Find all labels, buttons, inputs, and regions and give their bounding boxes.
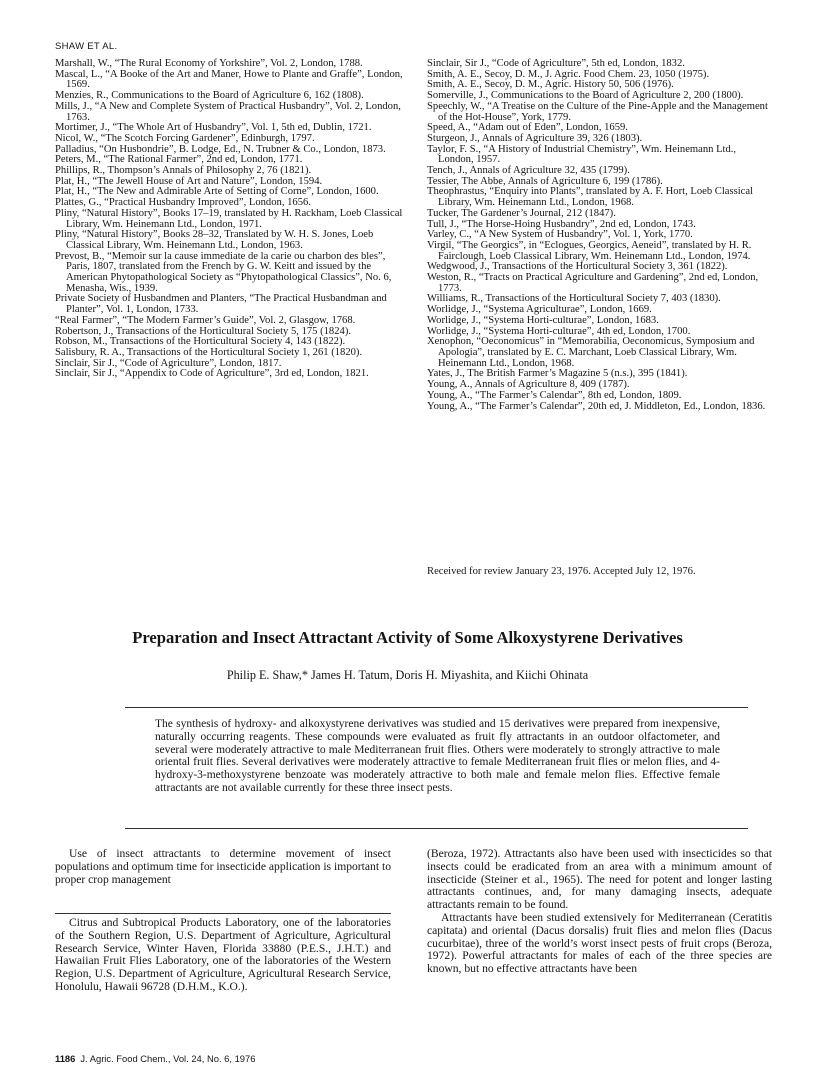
body-paragraph: Use of insect attractants to determine movement of insect populations and optimum time for insecticide application is important to proper crop management (55, 847, 391, 886)
affiliation-footnote (55, 917, 391, 994)
reference-entry: Robson, M., Transactions of the Horticultural Society 4, 143 (1822). (55, 336, 346, 348)
reference-entry: Young, A., “The Farmer’s Calendar”, 8th ed, London, 1809. (427, 389, 682, 401)
reference-entry: “Real Farmer”, “The Modern Farmer’s Guide”, Vol. 2, Glasgow, 1768. (55, 314, 356, 326)
page-footer (55, 1053, 255, 1064)
reference-entry: Peters, M., “The Rational Farmer”, 2nd ed, London, 1771. (55, 154, 303, 166)
abstract-bottom-rule (125, 828, 748, 829)
page-number: 1186 (55, 1053, 76, 1064)
footnote-text: Citrus and Subtropical Products Laboratory, one of the laboratories of the Southern Region, U.S. Department of Agriculture, Agricultural Research Service, Winter Haven, Florida 33880 (P.E.S., J.H.T.) and Hawaiian Fruit Flies Laboratory, one of the laboratories of the Western Region, U.S. Department of Agriculture, Agricultural Research Service, Honolulu, Hawaii 96728 (D.H.M., K.O.). (55, 916, 391, 993)
reference-entry: Pliny, “Natural History”, Books 28–32, Translated by W. H. S. Jones, Loeb Classical Library, Wm. Heinemann Ltd., London, 1963. (55, 229, 374, 251)
reference-entry: Xenophon, “Oeconomicus” in “Memorabilia, Oeconomicus, Symposium and Apologia”, translated by E. C. Marchant, Loeb Classical Library, Wm. Heinemann Ltd., London, 1968. (427, 336, 755, 369)
body-paragraph: (Beroza, 1972). Attractants also have been used with insecticides so that insects could be eradicated from an area with a minimum amount of insecticide (Steiner et al., 1965). The need for potent and longer lasting attractants continues, and, for many damaging insects, adequate attractants remain to be found. (427, 847, 772, 912)
reference-entry: Palladius, “On Husbondrie”, B. Lodge, Ed., N. Trubner & Co., London, 1873. (55, 143, 386, 155)
article-title: Preparation and Insect Attractant Activity of Some Alkoxystyrene Derivatives (132, 628, 683, 647)
reference-entry: Nicol, W., “The Scotch Forcing Gardener”, Edinburgh, 1797. (55, 132, 315, 144)
abstract-top-rule (125, 707, 748, 708)
reference-entry: Somerville, J., Communications to the Board of Agriculture 2, 200 (1800). (427, 90, 744, 102)
reference-entry: Tench, J., Annals of Agriculture 32, 435 (1799). (427, 165, 630, 177)
reference-entry: Tessier, The Abbe, Annals of Agriculture 6, 199 (1786). (427, 175, 663, 187)
reference-entry: Speed, A., “Adam out of Eden”, London, 1659. (427, 122, 628, 134)
reference-entry: Private Society of Husbandmen and Planters, “The Practical Husbandman and Planter”, Vol. 1, London, 1733. (55, 293, 387, 316)
reference-entry: Worlidge, J., “Systema Agriculturae”, London, 1669. (427, 304, 652, 316)
reference-entry: Prevost, B., “Memoir sur la cause immediate de la carie ou charbon des bles”, Paris, 1807, translated from the French by G. W. Keitt and issued by the American Phytopathological Society as “Phytopathological Classics”, No. 6, Menasha, Wis., 1939. (55, 250, 392, 294)
reference-entry: Young, A., Annals of Agriculture 8, 409 (1787). (427, 379, 630, 391)
reference-entry: Sinclair, Sir J., “Code of Agriculture”, London, 1817. (55, 357, 282, 369)
reference-entry: Yates, J., The British Farmer’s Magazine 5 (n.s.), 395 (1841). (427, 368, 688, 380)
reference-entry: Mills, J., “A New and Complete System of Practical Husbandry”, Vol. 2, London, 1763. (55, 100, 401, 123)
reference-entry: Phillips, R., Thompson’s Annals of Philosophy 2, 76 (1821). (55, 165, 312, 177)
reference-entry: Sinclair, Sir J., “Appendix to Code of Agriculture”, 3rd ed, London, 1821. (55, 368, 369, 380)
received-note: Received for review January 23, 1976. Accepted July 12, 1976. (427, 566, 696, 577)
reference-entry: Plat, H., “The New and Admirable Arte of Setting of Corne”, London, 1600. (55, 186, 379, 198)
reference-entry: Mascal, L., “A Booke of the Art and Maner, Howe to Plante and Graffe”, London, 1569. (55, 68, 403, 91)
reference-entry: Weston, R., “Tracts on Practical Agriculture and Gardening”, 2nd ed, London, 1773. (427, 272, 759, 294)
reference-entry: Mortimer, J., “The Whole Art of Husbandry”, Vol. 1, 5th ed, Dublin, 1721. (55, 122, 372, 134)
reference-entry: Robertson, J., Transactions of the Horticultural Society 5, 175 (1824). (55, 325, 352, 337)
running-head: SHAW ET AL. (55, 41, 118, 52)
footnote-rule (55, 913, 391, 914)
reference-entry: Young, A., “The Farmer’s Calendar”, 20th ed, J. Middleton, Ed., London, 1836. (427, 400, 766, 412)
reference-entry: Plattes, G., “Practical Husbandry Improved”, London, 1656. (55, 197, 311, 209)
reference-entry: Wedgwood, J., Transactions of the Horticultural Society 3, 361 (1822). (427, 261, 728, 273)
references-left-column (55, 59, 405, 380)
reference-entry: Theophrastus, “Enquiry into Plants”, translated by A. F. Hort, Loeb Classical Library, Wm. Heinemann Ltd., London, 1968. (427, 186, 754, 209)
reference-entry: Smith, A. E., Secoy, D. M., Agric. History 50, 506 (1976). (427, 79, 674, 91)
journal-citation: J. Agric. Food Chem., Vol. 24, No. 6, 1976 (80, 1053, 256, 1064)
abstract: The synthesis of hydroxy- and alkoxystyrene derivatives was studied and 15 derivatives were prepared from inexpensive, naturally occurring reagents. These compounds were evaluated as fruit fly attractants in an outdoor olfactometer, and several were moderately attractive to male Mediterranean fruit flies. Others were moderately to strongly attractive to male oriental fruit flies. Several derivatives were moderately attractive to female Mediterranean fruit flies or melon flies, and 4-hydroxy-3-methoxystyrene benzoate was moderately attractive to both male and female melon flies. Effective female attractants are not available currently for these three insect pests. (155, 718, 720, 794)
reference-entry: Menzies, R., Communications to the Board of Agriculture 6, 162 (1808). (55, 90, 364, 102)
reference-entry: Worlidge, J., “Systema Horti-culturae”, 4th ed, London, 1700. (427, 325, 691, 337)
reference-entry: Tull, J., “The Horse-Hoing Husbandry”, 2nd ed, London, 1743. (427, 218, 696, 230)
reference-entry: Sinclair, Sir J., “Code of Agriculture”, 5th ed, London, 1832. (427, 58, 685, 69)
reference-entry: Marshall, W., “The Rural Economy of Yorkshire”, Vol. 2, London, 1788. (55, 58, 363, 69)
reference-entry: Worlidge, J., “Systema Horti-culturae”, London, 1683. (427, 314, 659, 326)
reference-entry: Speechly, W., “A Treatise on the Culture of the Pine-Apple and the Management of the Hot-House”, York, 1779. (427, 100, 768, 123)
reference-entry: Plat, H., “The Jewell House of Art and Nature”, London, 1594. (55, 175, 323, 187)
reference-entry: Virgil, “The Georgics”, in “Eclogues, Georgics, Aeneid”, translated by H. R. Fairclough, Loeb Classical Library, Wm. Heinemann Ltd., London, 1974. (427, 239, 752, 262)
body-left-column (55, 848, 391, 886)
references-right-column (427, 59, 771, 412)
reference-entry: Taylor, F. S., “A History of Industrial Chemistry”, Wm. Heinemann Ltd., London, 1957. (427, 143, 737, 166)
reference-entry: Williams, R., Transactions of the Horticultural Society 7, 403 (1830). (427, 293, 721, 305)
reference-entry: Pliny, “Natural History”, Books 17–19, translated by H. Rackham, Loeb Classical Library, Wm. Heinemann Ltd., London, 1971. (55, 207, 403, 230)
body-paragraph: Attractants have been studied extensively for Mediterranean (Ceratitis capitata) and oriental (Dacus dorsalis) fruit flies and melon flies (Dacus cucurbitae), three of the world’s worst insect pests of fruit crops (Beroza, 1972). Powerful attractants for males of each of the three species are known, but no effective attractants have been (427, 910, 772, 976)
reference-entry: Tucker, The Gardener’s Journal, 212 (1847). (427, 207, 616, 219)
body-right-column (427, 848, 772, 976)
reference-entry: Salisbury, R. A., Transactions of the Horticultural Society 1, 261 (1820). (55, 346, 363, 358)
reference-entry: Varley, C., “A New System of Husbandry”, Vol. 1, York, 1770. (427, 229, 693, 241)
authors-line: Philip E. Shaw,* James H. Tatum, Doris H. Miyashita, and Kiichi Ohinata (226, 668, 589, 682)
reference-entry: Smith, A. E., Secoy, D. M., J. Agric. Food Chem. 23, 1050 (1975). (427, 68, 710, 80)
reference-entry: Sturgeon, J., Annals of Agriculture 39, 326 (1803). (427, 132, 643, 144)
